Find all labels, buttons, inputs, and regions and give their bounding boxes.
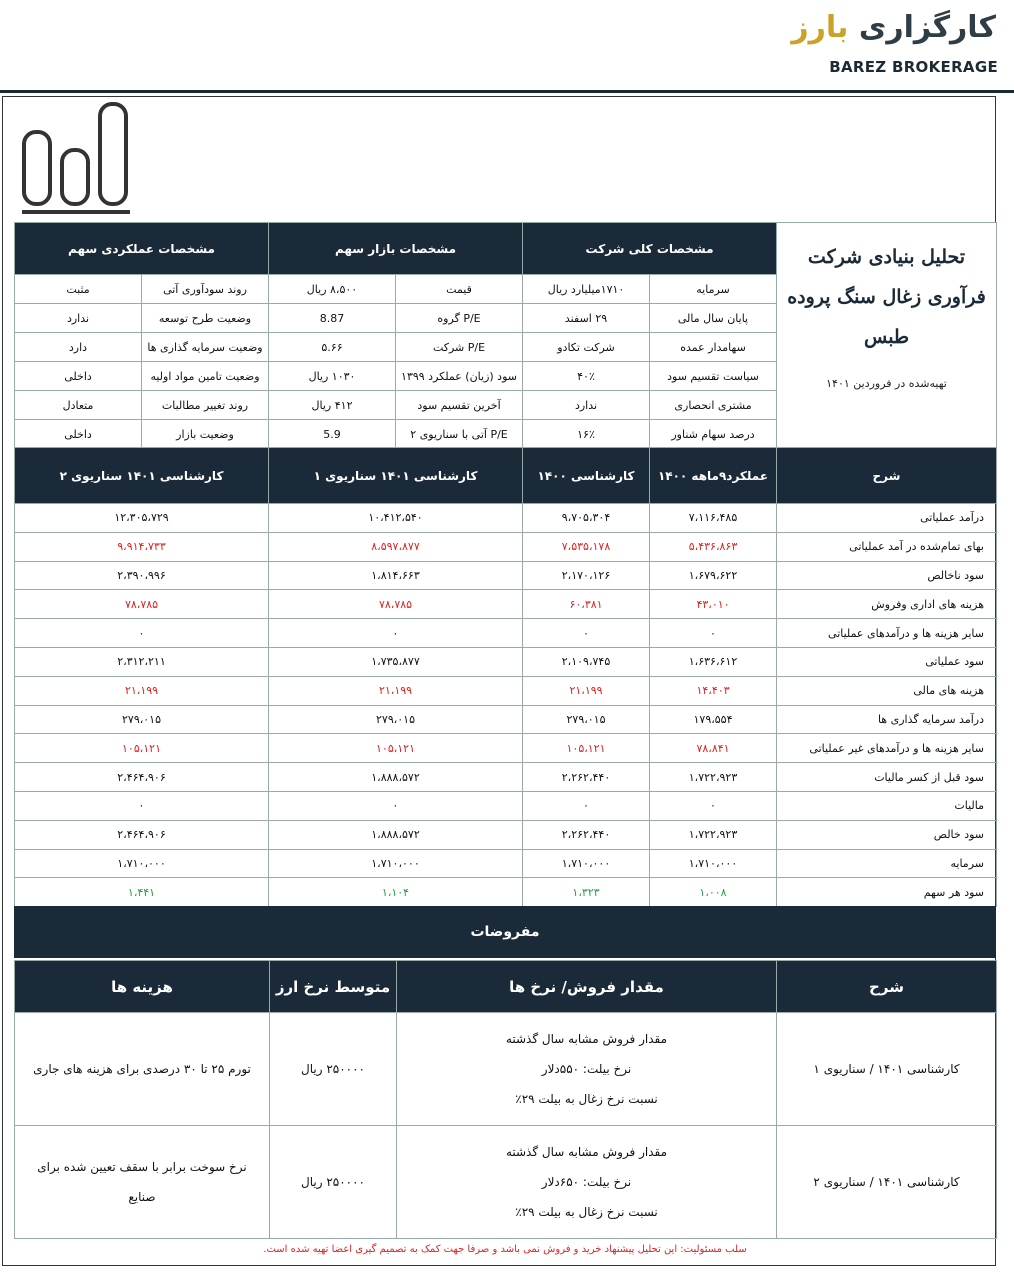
financials-value: ۱،۶۳۶،۶۱۲ — [650, 647, 777, 676]
assumption-row — [15, 1013, 997, 1126]
market-label: P/E گروه — [396, 304, 523, 333]
financials-value: ۲۱،۱۹۹ — [15, 676, 269, 705]
market-header: مشخصات بازار سهم — [269, 223, 523, 275]
market-value: ۱۰۳۰ ریال — [269, 362, 396, 391]
financials-row — [15, 504, 997, 533]
financials-value: ۲۱،۱۹۹ — [523, 676, 650, 705]
assumption-costs: تورم ۲۵ تا ۳۰ درصدی برای هزینه های جاری — [15, 1013, 270, 1126]
assumption-row — [15, 1126, 997, 1239]
company-label: مشتری انحصاری — [650, 391, 777, 420]
financials-value: ۲،۴۶۴،۹۰۶ — [15, 820, 269, 849]
financials-row — [15, 791, 997, 820]
market-value: ۴۱۲ ریال — [269, 391, 396, 420]
sales-line: نرخ بیلت: ۵۵۰دلار — [541, 1062, 632, 1076]
financials-value: ۰ — [523, 791, 650, 820]
financials-row — [15, 647, 997, 676]
bar-chart-icon — [20, 100, 132, 216]
financials-value: ۲۱،۱۹۹ — [269, 676, 523, 705]
financials-row — [15, 763, 997, 792]
assumption-desc: کارشناسی ۱۴۰۱ / سناریوی ۱ — [777, 1013, 997, 1126]
sales-line: مقدار فروش مشابه سال گذشته — [505, 1032, 668, 1046]
performance-label: وضعیت سرمایه گذاری ها — [142, 333, 269, 362]
performance-header: مشخصات عملکردی سهم — [15, 223, 269, 275]
overview-table — [14, 222, 997, 449]
financials-row-label: سود ناخالص — [777, 561, 997, 590]
financials-row-label: سود هر سهم — [777, 878, 997, 907]
report-title-panel — [777, 223, 997, 449]
financials-value: ۵،۴۳۶،۸۶۳ — [650, 532, 777, 561]
logo-text-main: کارگزاری — [858, 10, 996, 45]
assumption-desc: کارشناسی ۱۴۰۱ / سناریوی ۲ — [777, 1126, 997, 1239]
assumption-fx: ۲۵۰۰۰۰ ریال — [270, 1013, 397, 1126]
company-header: مشخصات کلی شرکت — [523, 223, 777, 275]
financials-value: ۷۸،۷۸۵ — [269, 590, 523, 619]
financials-value: ۱۰۵،۱۲۱ — [523, 734, 650, 763]
financials-row — [15, 561, 997, 590]
financials-table — [14, 447, 997, 907]
financials-row — [15, 705, 997, 734]
financials-row-label: هزینه های اداری وفروش — [777, 590, 997, 619]
financials-row-label: هزینه های مالی — [777, 676, 997, 705]
financials-row-label: مالیات — [777, 791, 997, 820]
company-value: ۴۰٪ — [523, 362, 650, 391]
financials-value: ۱،۸۸۸،۵۷۲ — [269, 820, 523, 849]
financials-value: ۱،۰۰۸ — [650, 878, 777, 907]
company-value: ۱۷۱۰میلیارد ریال — [523, 275, 650, 304]
sales-line: نسبت نرخ زغال به بیلت ۲۹٪ — [515, 1205, 658, 1219]
financials-value: ۱۷۹،۵۵۴ — [650, 705, 777, 734]
financials-value: ۱،۷۱۰،۰۰۰ — [650, 849, 777, 878]
company-label: پایان سال مالی — [650, 304, 777, 333]
page-header — [0, 0, 1014, 88]
financials-row — [15, 878, 997, 907]
market-label: P/E شرکت — [396, 333, 523, 362]
financials-value: ۲،۳۹۰،۹۹۶ — [15, 561, 269, 590]
financials-row — [15, 849, 997, 878]
financials-value: ۱۴،۴۰۳ — [650, 676, 777, 705]
sales-line: نسبت نرخ زغال به بیلت ۲۹٪ — [515, 1092, 658, 1106]
financials-value: ۱،۷۱۰،۰۰۰ — [269, 849, 523, 878]
sales-line: نرخ بیلت: ۶۵۰دلار — [541, 1175, 632, 1189]
financials-label-header: شرح — [777, 448, 997, 504]
performance-label: وضعیت تامین مواد اولیه — [142, 362, 269, 391]
market-label: P/E آتی با سناریوی ۲ — [396, 420, 523, 449]
financials-value: ۱،۴۴۱ — [15, 878, 269, 907]
financials-value: ۲۷۹،۰۱۵ — [15, 705, 269, 734]
company-value: ندارد — [523, 391, 650, 420]
financials-value: ۲،۲۶۲،۴۴۰ — [523, 820, 650, 849]
financials-value: ۱،۸۱۴،۶۶۳ — [269, 561, 523, 590]
assumption-sales — [397, 1126, 777, 1239]
assumptions-costs-header: هزینه ها — [15, 961, 270, 1013]
financials-value: ۲،۴۶۴،۹۰۶ — [15, 763, 269, 792]
financials-value: ۲۷۹،۰۱۵ — [523, 705, 650, 734]
assumptions-fx-header: متوسط نرخ ارز — [270, 961, 397, 1013]
performance-label: وضعیت بازار — [142, 420, 269, 449]
market-value: ۵.۶۶ — [269, 333, 396, 362]
financials-value: ۱،۷۲۲،۹۲۳ — [650, 763, 777, 792]
financials-value: ۰ — [650, 619, 777, 648]
brand-logo — [791, 10, 996, 45]
market-value: ۸،۵۰۰ ریال — [269, 275, 396, 304]
company-label: سیاست تقسیم سود — [650, 362, 777, 391]
financials-col4-header: کارشناسی ۱۴۰۱ سناریوی ۲ — [15, 448, 269, 504]
financials-row — [15, 532, 997, 561]
financials-row-label: سود خالص — [777, 820, 997, 849]
financials-value: ۷۸،۸۴۱ — [650, 734, 777, 763]
company-label: سهامدار عمده — [650, 333, 777, 362]
financials-value: ۰ — [269, 791, 523, 820]
company-value: ۲۹ اسفند — [523, 304, 650, 333]
assumption-costs: نرخ سوخت برابر با سقف تعیین شده برای صنایع — [15, 1126, 270, 1239]
assumptions-table — [14, 960, 997, 1239]
financials-value: ۰ — [15, 619, 269, 648]
financials-value: ۶۰،۳۸۱ — [523, 590, 650, 619]
financials-row — [15, 676, 997, 705]
financials-value: ۱،۷۲۲،۹۲۳ — [650, 820, 777, 849]
financials-value: ۱،۸۸۸،۵۷۲ — [269, 763, 523, 792]
financials-value: ۱،۷۱۰،۰۰۰ — [523, 849, 650, 878]
financials-value: ۴۳،۰۱۰ — [650, 590, 777, 619]
market-label: قیمت — [396, 275, 523, 304]
performance-label: روند تغییر مطالبات — [142, 391, 269, 420]
financials-row — [15, 590, 997, 619]
assumption-sales — [397, 1013, 777, 1126]
logo-text-accent: بارز — [791, 10, 849, 45]
financials-value: ۱،۳۲۳ — [523, 878, 650, 907]
financials-value: ۱۰۵،۱۲۱ — [269, 734, 523, 763]
financials-value: ۷۸،۷۸۵ — [15, 590, 269, 619]
performance-value: متعادل — [15, 391, 142, 420]
financials-row — [15, 619, 997, 648]
financials-value: ۱،۷۱۰،۰۰۰ — [15, 849, 269, 878]
financials-row-label: سود قبل از کسر مالیات — [777, 763, 997, 792]
financials-row-label: سایر هزینه ها و درآمدهای عملیاتی — [777, 619, 997, 648]
brand-name-en: BAREZ BROKERAGE — [829, 58, 998, 76]
financials-value: ۰ — [650, 791, 777, 820]
report-title: تحلیل بنیادی شرکت فرآوری زغال سنگ پروده طبس — [787, 246, 986, 348]
financials-value: ۰ — [523, 619, 650, 648]
financials-row-label: سایر هزینه ها و درآمدهای غیر عملیاتی — [777, 734, 997, 763]
financials-value: ۰ — [269, 619, 523, 648]
performance-value: ندارد — [15, 304, 142, 333]
performance-label: روند سودآوری آتی — [142, 275, 269, 304]
company-label: درصد سهام شناور — [650, 420, 777, 449]
financials-value: ۷،۵۳۵،۱۷۸ — [523, 532, 650, 561]
performance-label: وضعیت طرح توسعه — [142, 304, 269, 333]
financials-value: ۰ — [15, 791, 269, 820]
market-label: سود (زیان) عملکرد ۱۳۹۹ — [396, 362, 523, 391]
financials-row-label: درآمد عملیاتی — [777, 504, 997, 533]
performance-value: داخلی — [15, 420, 142, 449]
financials-value: ۲،۳۱۲،۲۱۱ — [15, 647, 269, 676]
financials-col2-header: کارشناسی ۱۴۰۰ — [523, 448, 650, 504]
report-date: تهیه‌شده در فروردین ۱۴۰۱ — [826, 377, 947, 390]
market-label: آخرین تقسیم سود — [396, 391, 523, 420]
assumption-fx: ۲۵۰۰۰۰ ریال — [270, 1126, 397, 1239]
assumptions-sales-header: مقدار فروش/ نرخ ها — [397, 961, 777, 1013]
financials-col3-header: کارشناسی ۱۴۰۱ سناریوی ۱ — [269, 448, 523, 504]
financials-value: ۱،۱۰۴ — [269, 878, 523, 907]
performance-value: داخلی — [15, 362, 142, 391]
company-value: ۱۶٪ — [523, 420, 650, 449]
company-label: سرمایه — [650, 275, 777, 304]
financials-row-label: سرمایه — [777, 849, 997, 878]
performance-value: مثبت — [15, 275, 142, 304]
assumptions-title: مفروضات — [14, 906, 996, 958]
sales-line: مقدار فروش مشابه سال گذشته — [505, 1145, 668, 1159]
financials-value: ۹،۷۰۵،۳۰۴ — [523, 504, 650, 533]
financials-row — [15, 820, 997, 849]
financials-value: ۱،۷۳۵،۸۷۷ — [269, 647, 523, 676]
financials-value: ۱۲،۳۰۵،۷۲۹ — [15, 504, 269, 533]
market-value: 8.87 — [269, 304, 396, 333]
financials-row-label: درآمد سرمایه گذاری ها — [777, 705, 997, 734]
assumptions-desc-header: شرح — [777, 961, 997, 1013]
financials-value: ۷،۱۱۶،۴۸۵ — [650, 504, 777, 533]
financials-value: ۱۰۵،۱۲۱ — [15, 734, 269, 763]
financials-value: ۹،۹۱۴،۷۳۳ — [15, 532, 269, 561]
performance-value: دارد — [15, 333, 142, 362]
financials-value: ۱،۶۷۹،۶۲۲ — [650, 561, 777, 590]
financials-col1-header: عملکرد۹ماهه ۱۴۰۰ — [650, 448, 777, 504]
header-divider — [0, 90, 1014, 93]
financials-body — [15, 504, 997, 907]
financials-value: ۲،۱۷۰،۱۲۶ — [523, 561, 650, 590]
financials-row-label: سود عملیاتی — [777, 647, 997, 676]
disclaimer: سلب مسئولیت: این تحلیل پیشنهاد خرید و فروش نمی باشد و صرفا جهت کمک به تصمیم گیری اعضا تهیه شده است. — [263, 1244, 747, 1255]
financials-value: ۲،۲۶۲،۴۴۰ — [523, 763, 650, 792]
financials-value: ۱۰،۴۱۲،۵۴۰ — [269, 504, 523, 533]
financials-row — [15, 734, 997, 763]
company-value: شرکت تکادو — [523, 333, 650, 362]
market-value: 5.9 — [269, 420, 396, 449]
financials-value: ۸،۵۹۷،۸۷۷ — [269, 532, 523, 561]
financials-row-label: بهای تمام‌شده در آمد عملیاتی — [777, 532, 997, 561]
financials-value: ۲،۱۰۹،۷۴۵ — [523, 647, 650, 676]
financials-value: ۲۷۹،۰۱۵ — [269, 705, 523, 734]
